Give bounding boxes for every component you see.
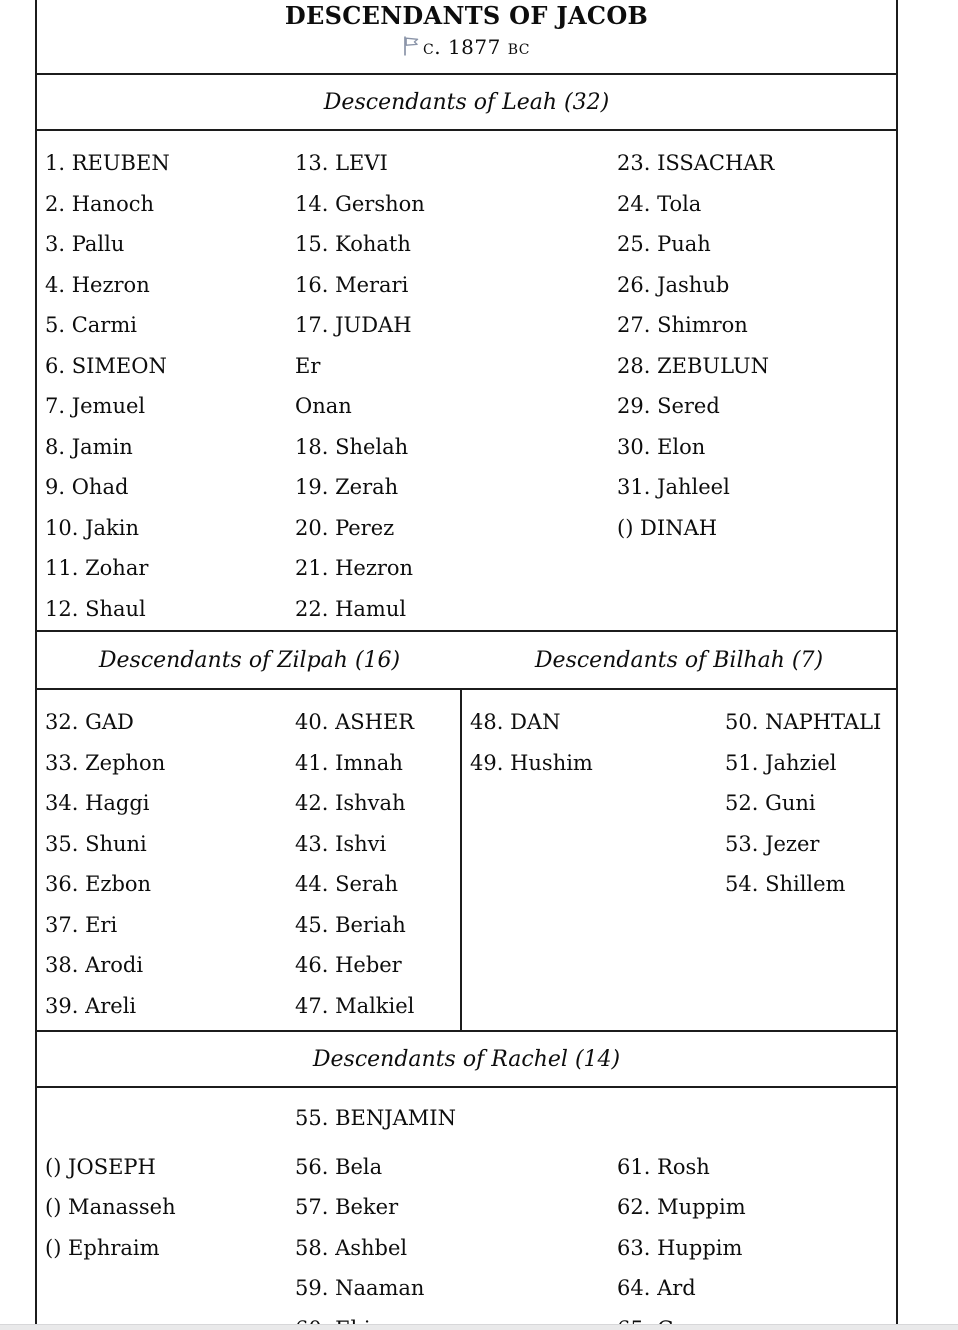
person-entry: 14. Gershon [295, 191, 425, 216]
person-entry: 39. Areli [45, 993, 137, 1018]
person-entry: 53. Jezer [725, 831, 820, 856]
window-bottom-edge [0, 1324, 958, 1330]
person-entry: 6. SIMEON [45, 353, 167, 378]
person-entry: 5. Carmi [45, 313, 137, 338]
person-entry: 34. Haggi [45, 791, 150, 816]
person-entry: 29. Sered [617, 394, 720, 419]
person-entry: 32. GAD [45, 710, 134, 735]
timeline-date-marker[interactable] [37, 35, 896, 59]
person-entry: () JOSEPH [45, 1154, 156, 1179]
zilpah-bilhah-divider [460, 690, 462, 1030]
zilpah-column-2 [295, 702, 414, 1026]
zilpah-header-label: Descendants of Zilpah (16) [98, 647, 401, 673]
person-entry: () Manasseh [45, 1195, 176, 1220]
person-entry: 62. Muppim [617, 1195, 746, 1220]
person-entry: Er [295, 353, 321, 378]
person-entry: 47. Malkiel [295, 993, 415, 1018]
person-entry: 38. Arodi [45, 953, 144, 978]
person-entry: 46. Heber [295, 953, 402, 978]
person-entry: 40. ASHER [295, 710, 415, 735]
rachel-column-1 [45, 1147, 176, 1269]
bilhah-column-1 [470, 702, 593, 783]
person-entry: 43. Ishvi [295, 831, 387, 856]
leah-column-1 [45, 143, 170, 629]
bilhah-header-label: Descendants of Bilhah (7) [534, 647, 824, 673]
person-entry: 1. REUBEN [45, 151, 170, 176]
zilpah-column-1 [45, 702, 165, 1026]
person-entry: 35. Shuni [45, 831, 147, 856]
person-entry: 59. Naaman [295, 1276, 425, 1301]
leah-section-header [37, 75, 896, 131]
zilpah-bilhah-body [37, 690, 896, 1032]
person-entry: 57. Beker [295, 1195, 399, 1220]
person-entry: 25. Puah [617, 232, 711, 257]
person-entry: 64. Ard [617, 1276, 696, 1301]
person-entry: 41. Imnah [295, 750, 403, 775]
person-entry: 10. Jakin [45, 515, 139, 540]
table-title-section [37, 0, 896, 75]
person-entry: 21. Hezron [295, 556, 414, 581]
person-entry: () DINAH [617, 515, 718, 540]
person-entry: 44. Serah [295, 872, 398, 897]
page-title: DESCENDANTS OF JACOB [284, 1, 649, 30]
person-entry: 51. Jahziel [725, 750, 837, 775]
person-entry: 22. Hamul [295, 596, 407, 621]
person-entry: 4. Hezron [45, 272, 150, 297]
person-entry: 3. Pallu [45, 232, 125, 257]
person-entry: 36. Ezbon [45, 872, 152, 897]
zilpah-section-header [37, 632, 462, 688]
person-entry: 18. Shelah [295, 434, 409, 459]
person-entry: 49. Hushim [470, 750, 593, 775]
bilhah-section-header [462, 632, 896, 688]
person-entry: 30. Elon [617, 434, 706, 459]
bilhah-column-2 [725, 702, 881, 905]
leah-header-label: Descendants of Leah (32) [323, 89, 610, 115]
person-entry: 19. Zerah [295, 475, 399, 500]
person-entry: 56. Bela [295, 1154, 383, 1179]
person-entry: 23. ISSACHAR [617, 151, 775, 176]
person-entry: () Ephraim [45, 1235, 160, 1260]
person-entry: 61. Rosh [617, 1154, 710, 1179]
rachel-section-header [37, 1032, 896, 1088]
person-entry: 54. Shillem [725, 872, 846, 897]
rachel-column-2 [295, 1098, 456, 1330]
person-entry: 42. Ishvah [295, 791, 406, 816]
person-entry: 17. JUDAH [295, 313, 412, 338]
person-entry: 33. Zephon [45, 750, 166, 775]
leah-column-2 [295, 143, 425, 629]
person-entry: 20. Perez [295, 515, 395, 540]
person-entry: 8. Jamin [45, 434, 133, 459]
leah-section-body [37, 131, 896, 632]
person-entry: 52. Guni [725, 791, 816, 816]
person-entry: 63. Huppim [617, 1235, 743, 1260]
rachel-header-label: Descendants of Rachel (14) [312, 1046, 621, 1072]
person-entry: 28. ZEBULUN [617, 353, 769, 378]
person-entry: 37. Eri [45, 912, 118, 937]
person-entry: 31. Jahleel [617, 475, 730, 500]
person-entry: 45. Beriah [295, 912, 406, 937]
person-entry: 11. Zohar [45, 556, 149, 581]
rachel-column-3 [617, 1147, 746, 1330]
zilpah-bilhah-header-row [37, 632, 896, 690]
person-entry: 15. Kohath [295, 232, 411, 257]
flag-icon [403, 35, 420, 56]
person-entry: 16. Merari [295, 272, 409, 297]
person-entry: 7. Jemuel [45, 394, 146, 419]
leah-column-3 [617, 143, 774, 548]
person-entry: 13. LEVI [295, 151, 388, 176]
person-entry: 27. Shimron [617, 313, 748, 338]
rachel-section-body [37, 1088, 896, 1330]
person-entry: 9. Ohad [45, 475, 129, 500]
person-entry: 26. Jashub [617, 272, 730, 297]
person-entry: 55. BENJAMIN [295, 1106, 456, 1131]
person-entry: 48. DAN [470, 710, 561, 735]
person-entry: 24. Tola [617, 191, 702, 216]
person-entry: 12. Shaul [45, 596, 146, 621]
person-entry: 50. NAPHTALI [725, 710, 882, 735]
person-entry: 2. Hanoch [45, 191, 154, 216]
person-entry: Onan [295, 394, 352, 419]
person-entry: 58. Ashbel [295, 1235, 408, 1260]
descendants-table [35, 0, 898, 1330]
date-label: c. 1877 bc [423, 35, 530, 59]
